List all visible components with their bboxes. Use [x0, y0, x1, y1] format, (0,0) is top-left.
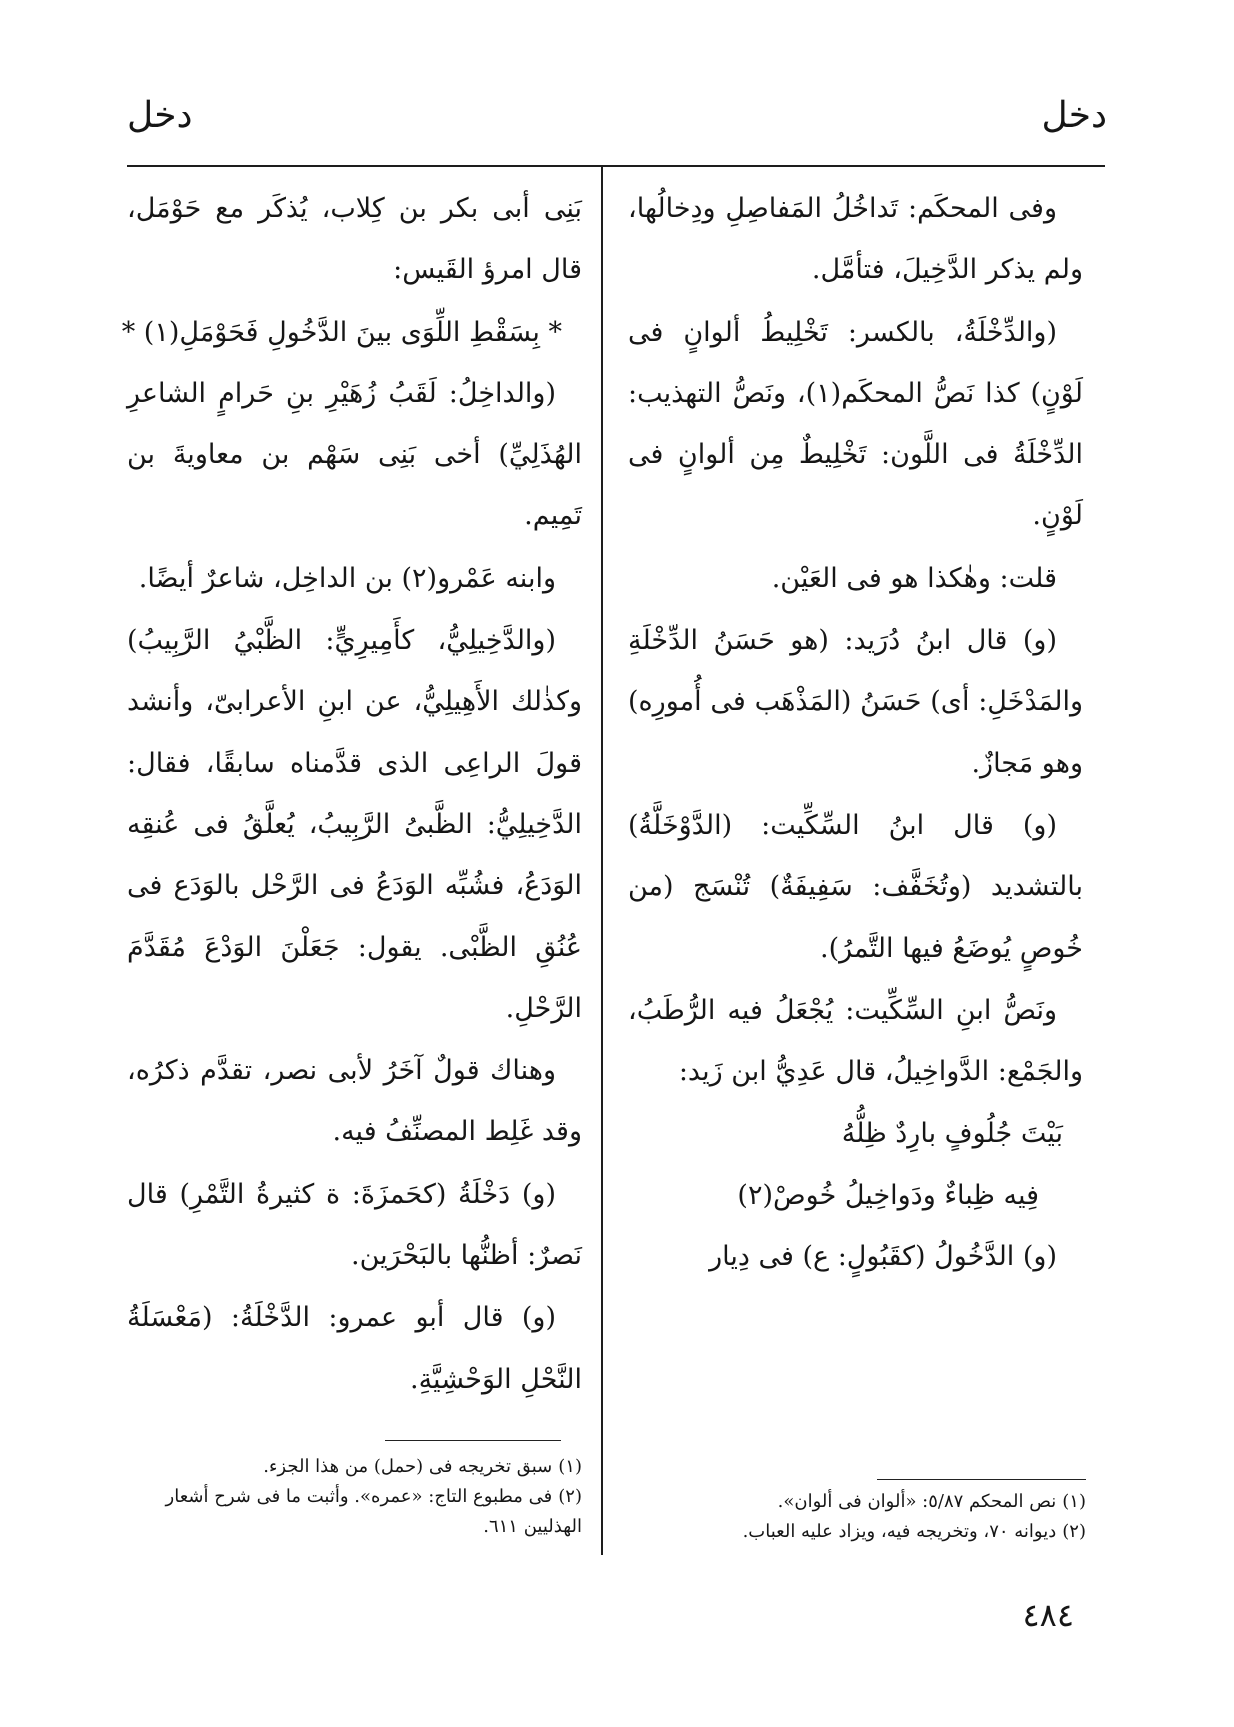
left-column — [121, 178, 582, 1453]
footnote-rule-right — [877, 1479, 1086, 1480]
right-paragraph: (و) الدَّخُولُ (كقَبُولٍ: ع) فى دِيار — [709, 1241, 1057, 1273]
right-paragraph: (والدِّخْلَةُ، بالكسر: تَخْلِيطُ ألوانٍ فى لَوْنٍ) كذا نَصُّ المحكَم(١)، ونَصُّ التهذيب: الدِّخْلَةُ فى اللَّون: تَخْلِيطٌ مِن ألوانٍ فى لَوْنٍ. — [628, 316, 1083, 532]
footnote — [122, 1452, 582, 1482]
running-head-left: دخل — [127, 95, 193, 136]
left-paragraph: (و) قال أبو عمرو: الدَّخْلَةُ: (مَعْسَلَةُ النَّحْلِ الوَحْشِيَّةِ. — [127, 1302, 582, 1395]
footnote-text: نص المحكم ٥/٨٧: «ألوان فى ألوان». — [777, 1491, 1057, 1512]
left-paragraph: وهناك قولٌ آخَرُ لأبى نصر، تقدَّم ذكرُه، وقد غَلِط المصنِّفُ فيه. — [127, 1055, 582, 1148]
left-paragraph: بَنِى أبى بكر بن كِلاب، يُذكَر مع حَوْمَل، قال امرؤ القَيس: — [127, 193, 582, 286]
right-paragraph: قلت: وهٰكذا هو فى العَيْن. — [771, 562, 1057, 594]
right-paragraph: (و) قال ابنُ دُرَيد: (هو حَسَنُ الدِّخْلَةِ والمَدْخَلِ: أى) حَسَنُ (المَذْهَب فى أُمورِه) وهو مَجازٌ. — [628, 625, 1083, 779]
footnote — [626, 1487, 1086, 1517]
right-paragraph: وفى المحكَم: تَداخُلُ المَفاصِلِ ودِخالُها، ولم يذكر الدَّخِيلَ، فتأمَّل. — [628, 193, 1083, 286]
footnote — [122, 1482, 582, 1542]
footnotes-left — [122, 1452, 582, 1542]
footnote-marker: (١) — [558, 1456, 582, 1477]
footnote-marker: (٢) — [558, 1486, 582, 1507]
left-paragraph: (والداخِلُ: لَقَبُ زُهَيْرِ بنِ حَرامٍ الشاعرِ الهُذَلِيِّ) أخى بَنِى سَهْم بن معاويةَ بن تَمِيم. — [127, 377, 582, 532]
page-number: ٤٨٤ — [1022, 1596, 1074, 1634]
header-rule — [127, 165, 1105, 167]
running-head-right: دخل — [1041, 95, 1107, 136]
right-paragraph: (و) قال ابنُ السِّكِّيت: (الدَّوْخَلَّةُ) بالتشديد (وتُخَفَّف: سَفِيفَةٌ) تُنْسَج (من خُوصٍ يُوضَعُ فيها التَّمرُ). — [628, 809, 1083, 964]
footnote-marker: (٢) — [1062, 1521, 1086, 1542]
right-paragraph: ونَصُّ ابنِ السِّكِّيت: يُجْعَلُ فيه الرُّطَبُ، والجَمْع: الدَّواخِيلُ، قال عَدِيُّ ابن زَيد: — [628, 994, 1083, 1088]
footnote-marker: (١) — [1062, 1491, 1086, 1512]
footnote-text: ديوانه ٧٠، وتخريجه فيه، ويزاد عليه العباب. — [742, 1521, 1057, 1542]
footnote-text: سبق تخريجه فى (حمل) من هذا الجزء. — [263, 1456, 553, 1477]
footnote — [626, 1517, 1086, 1547]
verse-line: فِيه ظِباءٌ ودَواخِيلُ خُوصْ(٢) — [737, 1179, 1039, 1211]
left-paragraph: (والدَّخِيلِيُّ، كأَمِيرِيٍّ: الظَّبْيُ الرَّبِيبُ) وكذٰلك الأَهِيلِيُّ، عن ابنِ الأعرابىّ، وأنشد قولَ الراعِى الذى قدَّمناه سابقًا، فقال: الدَّخِيلِيُّ: الظَّبىُ الرَّبِيبُ، يُعلَّقُ فى عُنقِه الوَدَعُ، فشُبِّه الوَدَعُ فى الرَّحْل بالوَدَع فى عُنُقِ الظَّبْى. يقول: جَعَلْنَ الوَدْعَ مُقَدَّمَ الرَّحْلِ. — [127, 625, 582, 1024]
left-paragraph: (و) دَخْلَةُ (كحَمزَةَ: ة كثيرةُ التَّمْرِ) قال نَصرٌ: أظنُّها بالبَحْرَين. — [127, 1178, 582, 1272]
footnotes-right — [626, 1487, 1086, 1547]
footnote-rule-left — [385, 1440, 561, 1441]
column-divider — [601, 165, 603, 1555]
verse-line: * بِسَقْطِ اللِّوَى بينَ الدَّخُولِ فَحَوْمَلِ(١) * — [121, 316, 562, 348]
footnote-text: فى مطبوع التاج: «عمره». وأثبت ما فى شرح أشعار الهذليين ٦١١. — [165, 1486, 582, 1537]
right-column — [628, 178, 1083, 1463]
left-paragraph: وابنه عَمْرو(٢) بن الداخِل، شاعرٌ أيضًا. — [138, 562, 556, 594]
verse-line: بَيْتَ جُلُوفٍ بارِدٌ ظِلُّهُ — [841, 1118, 1063, 1150]
